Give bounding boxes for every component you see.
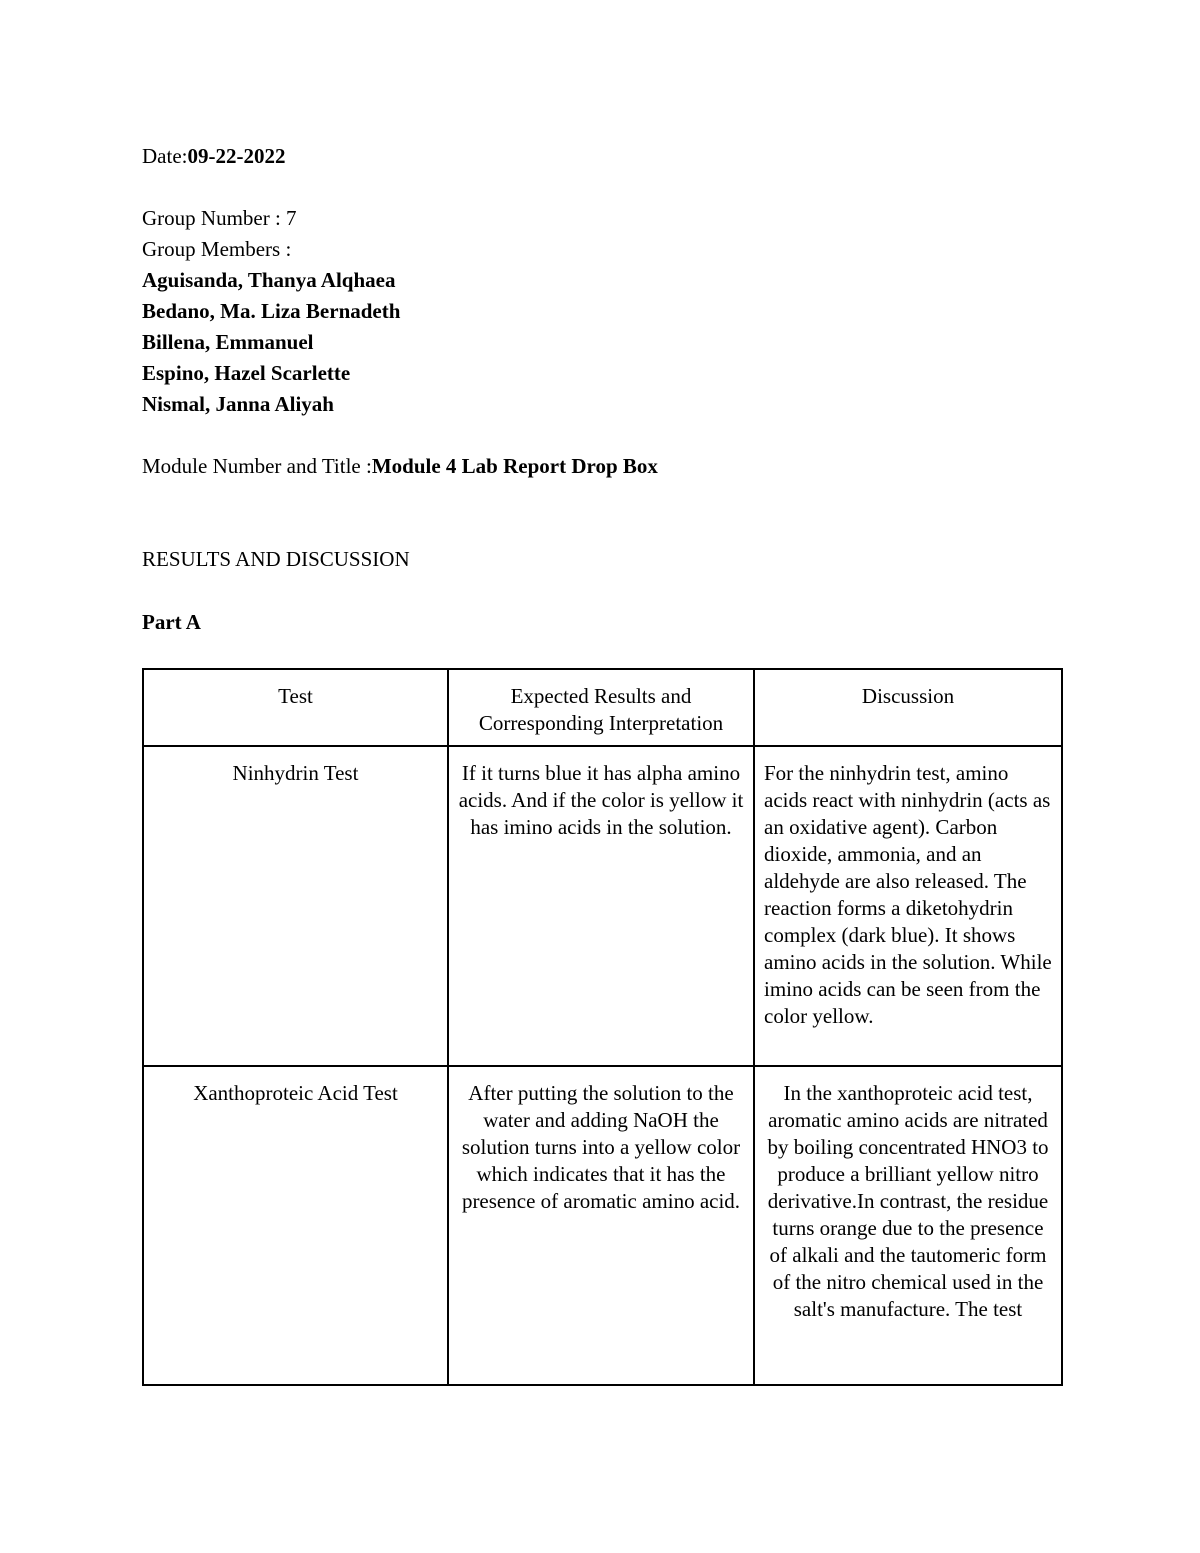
results-table [142, 668, 1063, 1386]
module-line [142, 452, 658, 480]
section-heading: RESULTS AND DISCUSSION [142, 547, 410, 571]
date-line [142, 142, 285, 170]
expected-results-cell: After putting the solution to the water and adding NaOH the solution turns into a yellow color which indicates that it has the presence of aromatic amino acid. [448, 1066, 754, 1385]
group-number: Group Number : 7 [142, 206, 297, 230]
module-label: Module Number and Title : [142, 454, 372, 478]
test-name-cell: Xanthoproteic Acid Test [143, 1066, 448, 1385]
date-label: Date: [142, 144, 188, 168]
expected-results-cell: If it turns blue it has alpha amino acids. And if the color is yellow it has imino acids in the solution. [448, 746, 754, 1066]
module-title: Module 4 Lab Report Drop Box [371, 454, 658, 478]
group-member: Billena, Emmanuel [142, 330, 314, 354]
test-name-cell: Ninhydrin Test [143, 746, 448, 1066]
date-value: 09-22-2022 [187, 144, 286, 168]
column-header-discussion: Discussion [754, 669, 1062, 746]
table-header-row [143, 669, 1062, 746]
group-member: Espino, Hazel Scarlette [142, 361, 351, 385]
discussion-cell: For the ninhydrin test, amino acids react with ninhydrin (acts as an oxidative agent). Carbon dioxide, ammonia, and an aldehyde are also released. The reaction forms a diketohydrin complex (dark blue). It shows amino acids in the solution. While imino acids can be seen from the color yellow. [754, 746, 1062, 1066]
table-row [143, 746, 1062, 1066]
discussion-cell: In the xanthoproteic acid test, aromatic amino acids are nitrated by boiling concentrated HNO3 to produce a brilliant yellow nitro derivative.In contrast, the residue turns orange due to the presence of alkali and the tautomeric form of the nitro chemical used in the salt's manufacture. The test [754, 1066, 1062, 1385]
group-members-label: Group Members : [142, 237, 292, 261]
column-header-test: Test [143, 669, 448, 746]
part-heading: Part A [142, 610, 201, 634]
group-member: Aguisanda, Thanya Alqhaea [142, 268, 396, 292]
group-member: Bedano, Ma. Liza Bernadeth [142, 299, 401, 323]
group-member: Nismal, Janna Aliyah [142, 392, 334, 416]
table-row [143, 1066, 1062, 1385]
column-header-expected: Expected Results and Corresponding Interpretation [448, 669, 754, 746]
